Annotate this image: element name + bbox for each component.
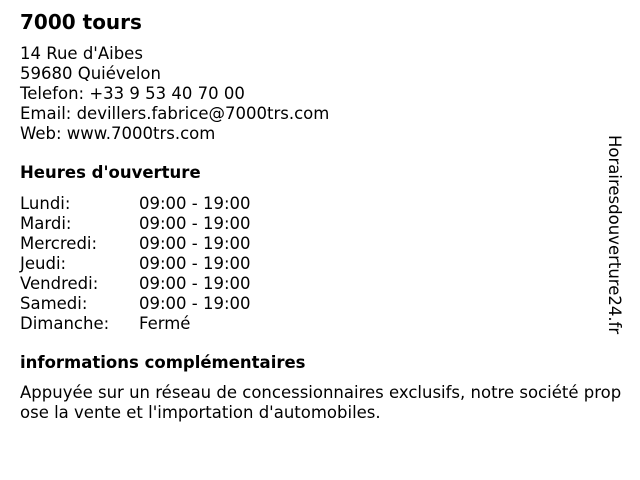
phone-number: Telefon: +33 9 53 40 70 00 (20, 84, 245, 103)
time-range: 09:00 - 19:00 (139, 294, 251, 313)
time-range: Fermé (139, 314, 191, 333)
time-range: 09:00 - 19:00 (139, 274, 251, 293)
time-range: 09:00 - 19:00 (139, 254, 251, 273)
time-range: 09:00 - 19:00 (139, 194, 251, 213)
day-label: Vendredi: (20, 274, 99, 293)
business-name: 7000 tours (20, 10, 142, 34)
day-label: Samedi: (20, 294, 88, 313)
time-range: 09:00 - 19:00 (139, 234, 251, 253)
address-street: 14 Rue d'Aibes (20, 44, 143, 63)
day-label: Mardi: (20, 214, 72, 233)
day-label: Lundi: (20, 194, 71, 213)
side-brand-watermark: Horairesdouverture24.fr (605, 135, 624, 335)
info-description: Appuyée sur un réseau de concessionnaires exclusifs, notre société propose la vente et l'importation d'automobiles. (20, 383, 622, 422)
email-address: Email: devillers.fabrice@7000trs.com (20, 104, 330, 123)
day-label: Mercredi: (20, 234, 98, 253)
address-city: 59680 Quiévelon (20, 64, 161, 83)
day-label: Jeudi: (20, 254, 67, 273)
time-range: 09:00 - 19:00 (139, 214, 251, 233)
hours-heading: Heures d'ouverture (20, 163, 201, 182)
contact-block (20, 44, 329, 144)
day-label: Dimanche: (20, 314, 110, 333)
website: Web: www.7000trs.com (20, 124, 216, 143)
info-heading: informations complémentaires (20, 353, 306, 372)
